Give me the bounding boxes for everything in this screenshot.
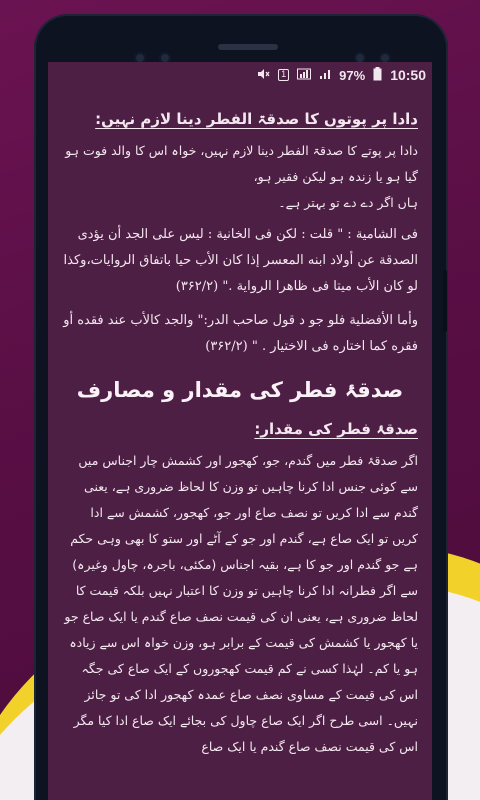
article-subheading: صدقۂ فطر کی مقدار: xyxy=(254,420,418,438)
section-title: صدقۂ فطر کی مقدار و مصارف xyxy=(76,378,404,402)
paragraph-line: ہاں اگر دے دے تو بہتر ہے۔ xyxy=(278,195,418,210)
signal-icon xyxy=(297,68,311,83)
article-paragraph xyxy=(62,138,418,216)
arabic-quote: فی الشامیة : " قلت : لکن فی الخانیة : لیس علی الجد أن یؤدی الصدقة عن أولاد ابنه المعسر إذا کان الأب حیا باتفاق الروایات،وکذا لو کان الأب میتا فی ظاهرا الروایة ." (۳۶۲/۲) xyxy=(63,227,418,294)
phone-screen xyxy=(48,62,432,800)
phone-side-button xyxy=(443,270,447,332)
article xyxy=(48,88,432,760)
sim-badge: 1 xyxy=(278,69,289,81)
status-bar xyxy=(48,62,432,88)
battery-icon xyxy=(373,67,382,84)
battery-percent: 97% xyxy=(339,67,366,83)
arabic-quote: وأما الأفضلیة فلو جو د قول صاحب الدر:" والجد کالأب عند فقده أو فقره کما اختاره فی الاختیار . " (۳۶۲/۲) xyxy=(63,313,418,354)
clock: 10:50 xyxy=(390,67,426,83)
mute-icon xyxy=(257,68,270,83)
article-paragraph: اگر صدقۂ فطر میں گندم، جو، کھجور اور کشمش چار اجناس میں سے کوئی جنس ادا کرنا چاہیں تو وزن کا لحاظ ضروری ہے، یعنی گندم سے ادا کریں تو نصف صاع اور جو، کھجور، کشمش سے ادا کریں تو ایک صاع ہے، گندم اور جو کے آٹے اور ستو کا بھی وہی حکم ہے جو گندم اور جو کا ہے، بقیہ اجناس (مکئی، باجرہ، چاول وغیرہ) سے اگر فطرانہ ادا کرنا چاہیں تو وزن کا اعتبار نہیں بلکہ قیمت کا لحاظ ضروری ہے، یعنی ان کی قیمت نصف صاع گندم یا ایک صاع جو یا کھجور یا کشمش کی قیمت کے برابر ہو، وزن خواہ اس سے زیادہ ہو یا کم۔ لہٰذا کسی نے کم قیمت کھجوروں کے ایک صاع کی جگہ اس کی قیمت کے مساوی نصف صاع عمدہ کھجور ادا کی تو جائز نہیں۔ اسی طرح اگر ایک صاع چاول کی بجائے ایک صاع ادا کیا مگر اس کی قیمت نصف صاع گندم یا ایک صاع xyxy=(64,453,418,754)
paragraph-line: دادا پر پوتے کا صدقۃ الفطر دینا لازم نہیں، خواہ اس کا والد فوت ہو گیا ہو یا زندہ ہو لیکن فقیر ہو، xyxy=(65,143,418,184)
phone-speaker xyxy=(218,44,278,50)
article-heading: دادا پر پوتوں کا صدقۃ الفطر دینا لازم نہیں: xyxy=(95,110,418,128)
cell-signal-icon xyxy=(319,68,331,83)
